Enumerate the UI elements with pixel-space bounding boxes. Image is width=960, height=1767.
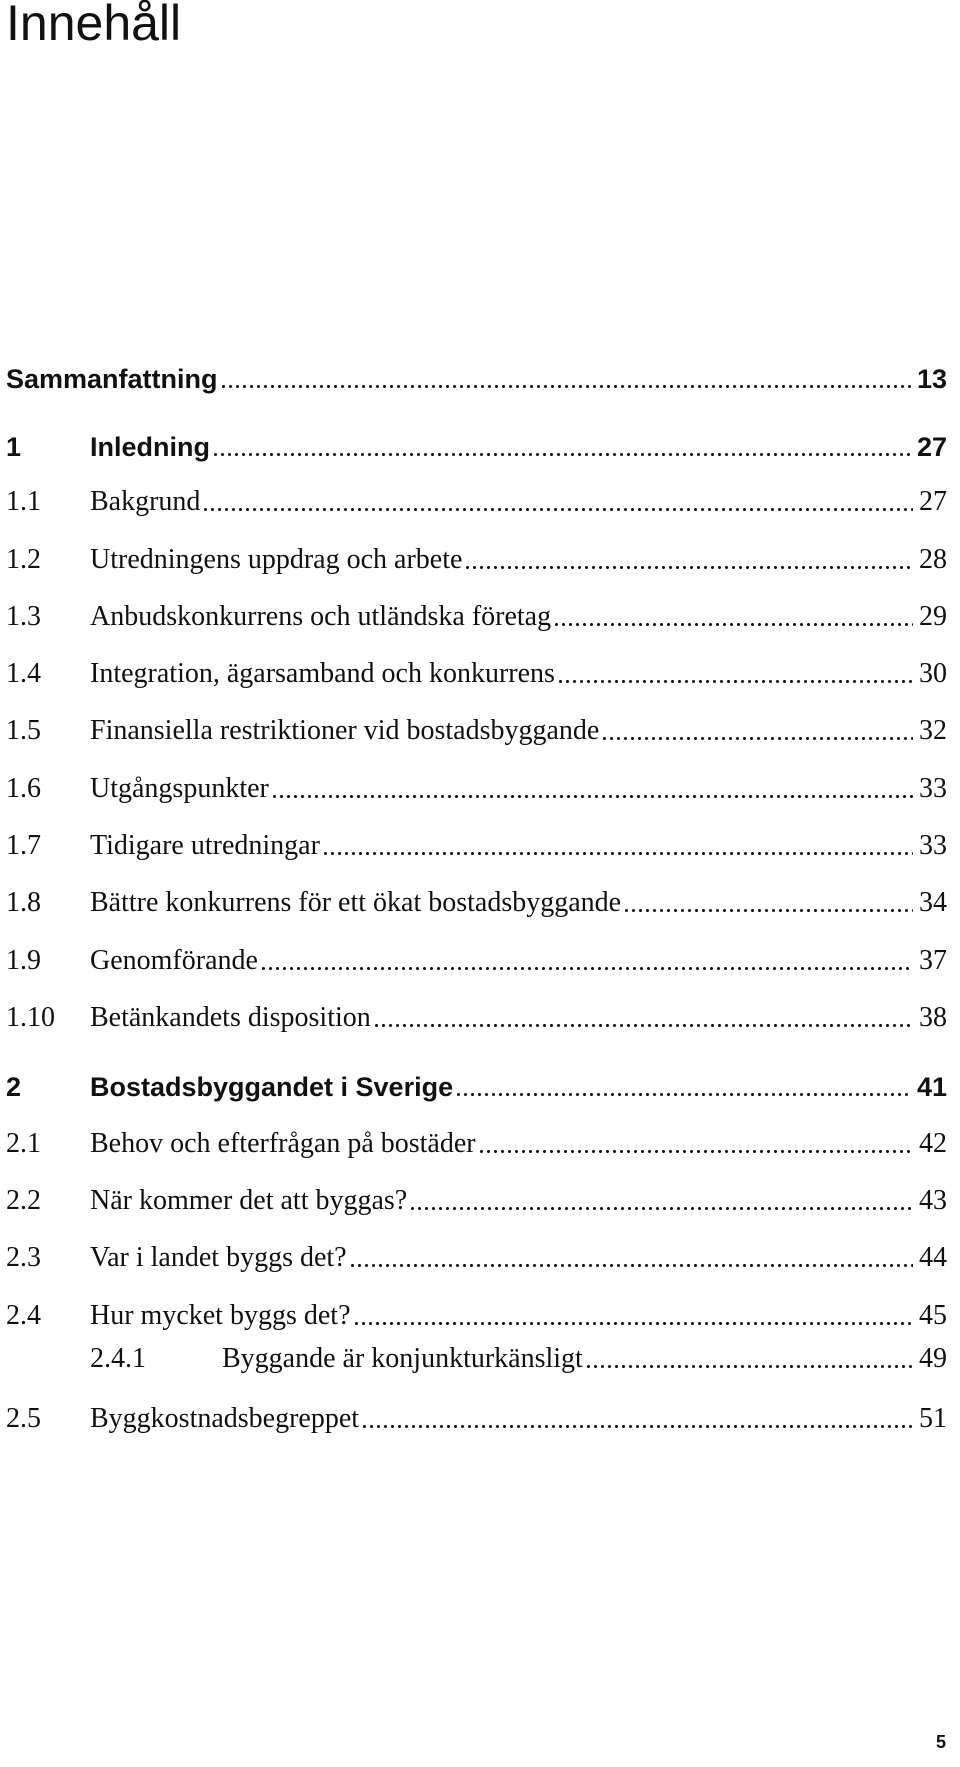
toc-entry-label: Finansiella restriktioner vid bostadsbyggande [90,715,600,746]
toc-entry-label: Bostadsbyggandet i Sverige [90,1072,454,1102]
toc-entry-page: 28 [919,544,947,575]
toc-entry[interactable] [0,1124,960,1164]
toc-entry-number: 1.8 [6,887,41,918]
toc-entry-number: 1.2 [6,544,41,575]
toc-entry[interactable] [0,597,960,637]
toc-entry-page: 34 [919,887,947,918]
toc-entry-number: 1.6 [6,773,41,804]
toc-entry[interactable] [0,941,960,981]
toc-entry-label: Behov och efterfrågan på bostäder [90,1128,476,1159]
toc-entry[interactable] [0,1238,960,1278]
toc-entry-page: 43 [919,1185,947,1216]
toc-entry-page: 30 [919,658,947,689]
toc-entry-label: Inledning [90,432,210,462]
toc-dot-leader [480,1150,913,1153]
toc-entry-number: 1.7 [6,830,41,861]
toc-entry[interactable] [0,540,960,580]
toc-entry-page: 13 [916,364,947,394]
toc-dot-leader [559,680,913,683]
toc-entry-label: Tidigare utredningar [90,830,320,861]
toc-entry-number: 1 [6,432,22,462]
toc-entry-label: Utgångspunkter [90,773,269,804]
toc-entry-number: 1.4 [6,658,41,689]
page-number: 5 [935,1732,946,1752]
toc-dot-leader [411,1207,913,1210]
toc-dot-leader [466,566,913,569]
toc-entry-label: Sammanfattning [6,364,218,394]
toc-entry-label: Genomförande [90,945,258,976]
toc-entry-page: 29 [919,601,947,632]
toc-dot-leader [363,1425,913,1428]
toc-dot-leader [222,385,911,388]
page-title: Innehåll [6,0,182,51]
toc-entry-number: 1.3 [6,601,41,632]
toc-entry[interactable] [0,482,960,522]
toc-entry-number: 1.1 [6,486,41,517]
toc-entry[interactable] [0,998,960,1038]
toc-entry-number: 2.4 [6,1300,41,1331]
toc-entry-number: 2.2 [6,1185,41,1216]
toc-entry-label: Var i landet byggs det? [90,1242,347,1273]
toc-entry-page: 41 [916,1072,947,1102]
toc-dot-leader [375,1024,913,1027]
toc-entry-page: 45 [919,1300,947,1331]
toc-entry-label: Integration, ägarsamband och konkurrens [90,658,555,689]
toc-entry-page: 27 [919,486,947,517]
toc-dot-leader [324,852,913,855]
toc-entry-page: 51 [919,1403,947,1434]
toc-entry[interactable] [0,1181,960,1221]
toc-dot-leader [555,623,913,626]
toc-entry[interactable] [0,359,960,399]
toc-entry-page: 38 [919,1002,947,1033]
toc-entry-number: 2 [6,1072,22,1102]
toc-entry[interactable] [0,1399,960,1439]
toc-entry-page: 49 [919,1343,947,1374]
toc-entry-label: När kommer det att byggas? [90,1185,408,1216]
toc-entry-page: 33 [919,830,947,861]
toc-dot-leader [351,1264,913,1267]
toc-dot-leader [214,453,911,456]
toc-dot-leader [603,737,913,740]
toc-dot-leader [355,1322,913,1325]
toc-entry[interactable] [0,769,960,809]
toc-entry-number: 1.9 [6,945,41,976]
toc-dot-leader [262,967,913,970]
toc-entry[interactable] [0,1339,960,1379]
toc-entry[interactable] [0,1296,960,1336]
toc-entry-number: 2.5 [6,1403,41,1434]
toc-dot-leader [273,795,913,798]
toc-entry-number: 1.10 [6,1002,55,1033]
toc-entry-label: Bättre konkurrens för ett ökat bostadsbyggande [90,887,622,918]
toc-entry[interactable] [0,427,960,467]
toc-entry-label: Betänkandets disposition [90,1002,371,1033]
toc-entry-page: 42 [919,1128,947,1159]
toc-entry-label: Bakgrund [90,486,201,517]
toc-entry-page: 44 [919,1242,947,1273]
toc-entry-label: Byggkostnadsbegreppet [90,1403,360,1434]
toc-entry[interactable] [0,711,960,751]
toc-entry-page: 37 [919,945,947,976]
toc-entry-page: 33 [919,773,947,804]
toc-entry[interactable] [0,883,960,923]
toc-entry-label: Utredningens uppdrag och arbete [90,544,463,575]
toc-entry-label: Anbudskonkurrens och utländska företag [90,601,552,632]
toc-entry-page: 32 [919,715,947,746]
toc-entry-label: Byggande är konjunkturkänsligt [222,1343,583,1374]
toc-entry-number: 2.3 [6,1242,41,1273]
toc-dot-leader [457,1093,911,1096]
toc-dot-leader [587,1365,913,1368]
toc-entry-number: 1.5 [6,715,41,746]
toc-dot-leader [204,508,913,511]
toc-entry-label: Hur mycket byggs det? [90,1300,351,1331]
toc-entry[interactable] [0,654,960,694]
toc-entry[interactable] [0,1067,960,1107]
toc-entry-page: 27 [916,432,947,462]
toc-entry[interactable] [0,826,960,866]
toc-entry-number: 2.1 [6,1128,41,1159]
toc-entry-number: 2.4.1 [90,1343,146,1374]
toc-dot-leader [625,909,913,912]
